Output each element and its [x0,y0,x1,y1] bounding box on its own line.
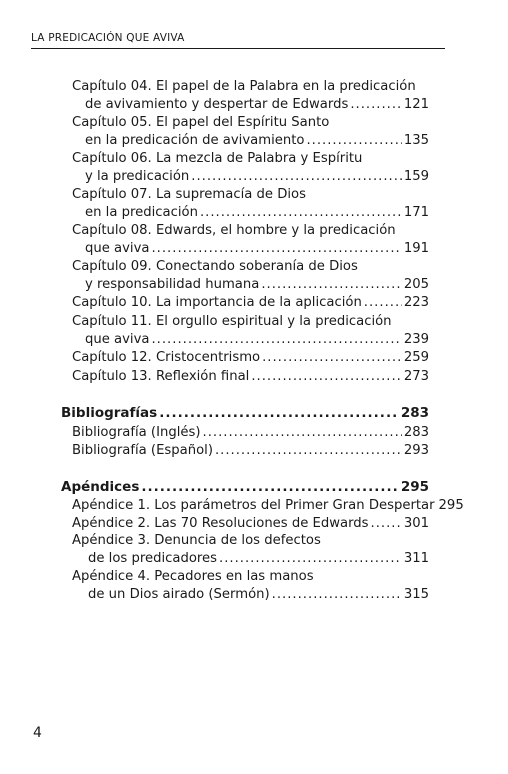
toc-section [61,478,429,496]
dot-leader [364,294,402,312]
page-number: 4 [33,725,42,741]
toc-entry [85,276,429,294]
toc-entry-title: de avivamiento y despertar de Edwards [85,97,349,112]
dot-leader [262,349,402,367]
toc-entry [72,442,429,460]
toc-page-number: 295 [400,479,429,495]
toc-page-number: 283 [400,405,429,421]
toc-page-number: 135 [403,133,429,148]
toc-entry [72,294,429,312]
dot-leader [200,204,402,222]
toc-page-number: 239 [403,332,429,347]
toc-entry-line: Capítulo 11. El orgullo espiritual y la predicación [72,314,392,329]
toc-page-number: 191 [403,241,429,256]
dot-leader [261,276,402,294]
dot-leader [350,96,402,114]
toc-entry [72,497,464,515]
dot-leader [159,404,399,422]
toc-entry-title: y la predicación [85,169,190,184]
toc-entry-title: Capítulo 10. La importancia de la aplicación [72,295,362,310]
toc-entry-line: Capítulo 04. El papel de la Palabra en la predicación [72,79,416,94]
toc-entry-title: que aviva [85,332,150,347]
toc-entry-line: Capítulo 06. La mezcla de Palabra y Espíritu [72,151,363,166]
toc-section-title: Apéndices [61,479,140,495]
toc-page-number: 315 [403,587,429,602]
toc-entry [88,586,429,604]
toc-entry-title: Bibliografía (Español) [72,443,213,458]
toc-page-number: 171 [403,205,429,220]
toc-entry-line: Capítulo 09. Conectando soberanía de Dios [72,259,358,274]
toc-page-number: 273 [403,369,429,384]
toc-entry-line: Apéndice 4. Pecadores en las manos [72,569,314,584]
toc-page-number: 121 [403,97,429,112]
toc-page-number: 301 [403,516,429,531]
dot-leader [151,331,401,349]
toc-page-number: 295 [438,498,464,513]
toc-page-number: 205 [403,277,429,292]
toc-entry [88,550,429,568]
toc-entry [85,331,429,349]
toc-entry-line: Capítulo 07. La supremacía de Dios [72,187,306,202]
dot-leader [141,478,398,496]
toc-entry-title: en la predicación [85,205,198,220]
running-header: LA PREDICACIÓN QUE AVIVA [31,32,445,49]
toc-entry-line: Apéndice 3. Denuncia de los defectos [72,533,321,548]
toc-page-number: 259 [403,350,429,365]
toc-entry-title: Capítulo 13. Reflexión final [72,369,250,384]
toc-entry [85,204,429,222]
toc-page-number: 223 [403,295,429,310]
toc-section-title: Bibliografías [61,405,158,421]
toc-page-number: 283 [403,425,429,440]
dot-leader [371,515,402,533]
toc-entry-title: y responsabilidad humana [85,277,260,292]
toc-section [61,404,429,422]
toc-entry [72,349,429,367]
toc-entry-title: Capítulo 12. Cristocentrismo [72,350,261,365]
toc-entry [72,515,429,533]
toc-page-number: 159 [403,169,429,184]
toc-entry-title: de los predicadores [88,551,218,566]
dot-leader [203,424,402,442]
toc-entry [72,424,429,442]
dot-leader [151,240,401,258]
toc-entry [85,96,429,114]
toc-page-number: 293 [403,443,429,458]
toc-entry [85,132,429,150]
toc-entry-title: de un Dios airado (Sermón) [88,587,270,602]
toc-entry-line: Capítulo 08. Edwards, el hombre y la predicación [72,223,396,238]
toc-entry-title: que aviva [85,241,150,256]
toc-entry [85,240,429,258]
toc-entry-line: Capítulo 05. El papel del Espíritu Santo [72,115,330,130]
toc-entry-title: Apéndice 1. Los parámetros del Primer Gran Despertar [72,498,435,513]
toc-page-number: 311 [403,551,429,566]
dot-leader [251,368,402,386]
dot-leader [219,550,402,568]
toc-entry-title: Bibliografía (Inglés) [72,425,201,440]
toc-entry-title: en la predicación de avivamiento [85,133,305,148]
toc-entry-title: Apéndice 2. Las 70 Resoluciones de Edwards [72,516,369,531]
dot-leader [306,132,401,150]
dot-leader [272,586,402,604]
dot-leader [215,442,402,460]
dot-leader [191,168,402,186]
toc-entry [85,168,429,186]
toc-entry [72,368,429,386]
